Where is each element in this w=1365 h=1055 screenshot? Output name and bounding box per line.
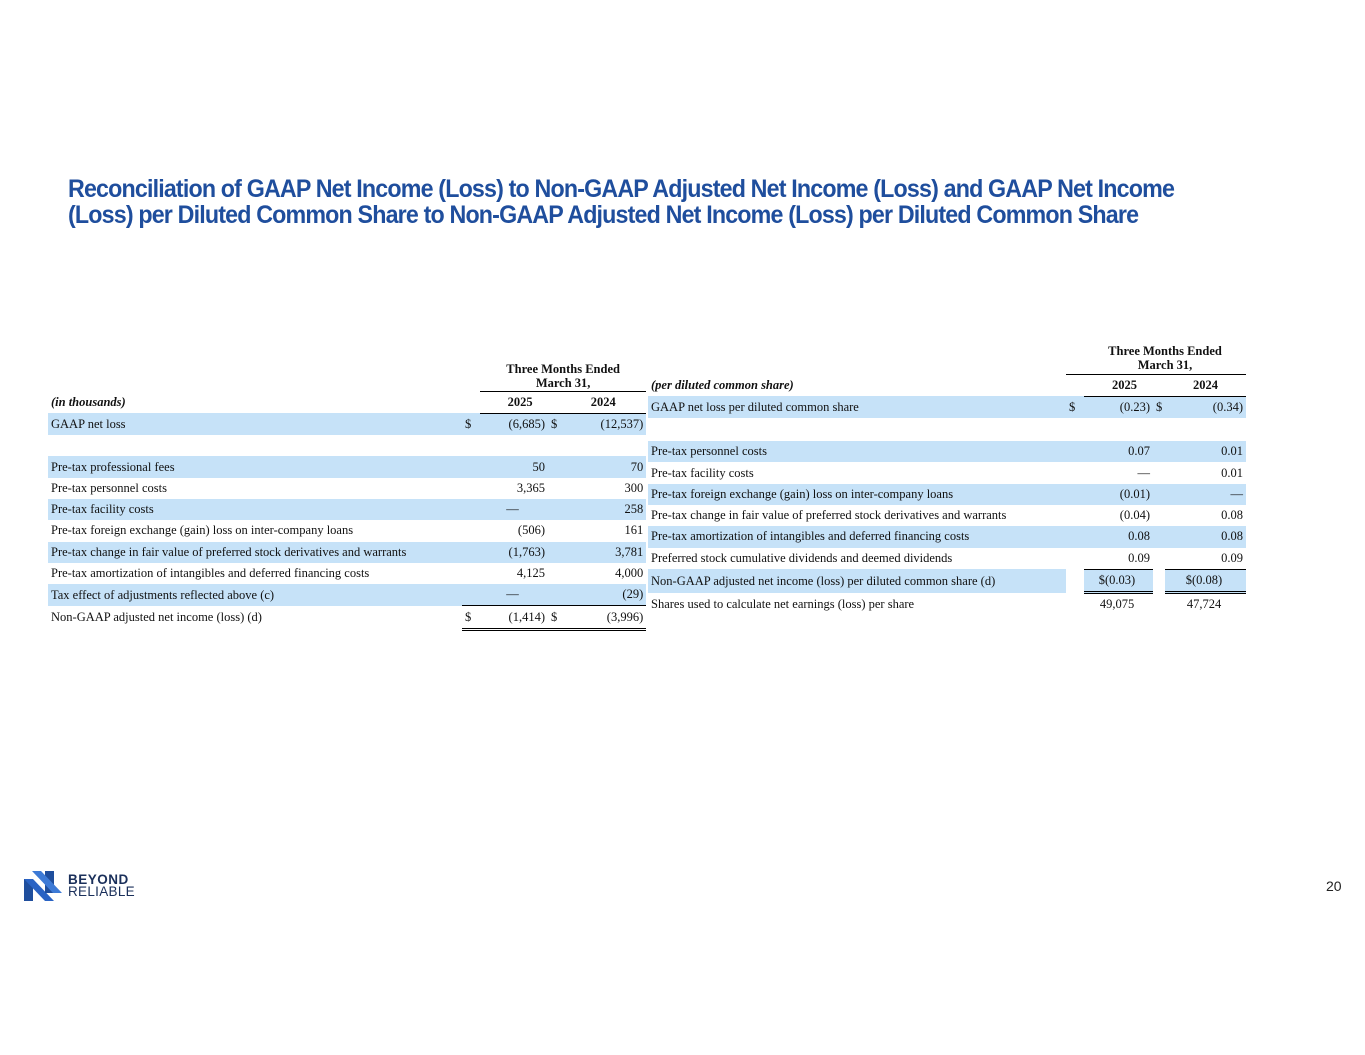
row-label: Shares used to calculate net earnings (loss) per share xyxy=(651,596,915,611)
table-row-total xyxy=(648,569,1246,592)
value-2024: 161 xyxy=(624,523,644,538)
page-title-line-2: (Loss) per Diluted Common Share to Non-GAAP Adjusted Net Income (Loss) per Diluted Common Share xyxy=(68,201,1139,229)
value-2024: (12,537) xyxy=(560,413,646,435)
net-income-reconciliation-table xyxy=(48,361,646,631)
value-2024: 4,000 xyxy=(615,566,644,581)
value-2024: 3,781 xyxy=(560,542,646,563)
table-row xyxy=(48,413,646,435)
table-row xyxy=(48,563,646,584)
value-2024: 0.08 xyxy=(1183,526,1246,547)
per-share-reconciliation-table xyxy=(648,342,1246,615)
table-row xyxy=(48,584,646,606)
currency-symbol: $ xyxy=(548,606,560,629)
row-label: Tax effect of adjustments reflected above (c) xyxy=(48,584,462,606)
value-2024: 0.08 xyxy=(1221,508,1243,523)
currency-symbol: $ xyxy=(548,413,560,435)
table-row xyxy=(48,478,646,499)
table-row xyxy=(48,520,646,541)
row-label: Pre-tax amortization of intangibles and deferred financing costs xyxy=(51,566,370,581)
row-label: Pre-tax professional fees xyxy=(48,456,462,477)
row-label: Pre-tax change in fair value of preferred stock derivatives and warrants xyxy=(651,508,1007,523)
period-header: Three Months Ended March 31, xyxy=(480,361,646,391)
row-label: Pre-tax personnel costs xyxy=(51,480,167,495)
value-2025: (506) xyxy=(517,523,545,538)
row-label: Pre-tax change in fair value of preferred stock derivatives and warrants xyxy=(48,542,462,563)
table-row xyxy=(48,456,646,477)
value-2024: (29) xyxy=(560,584,646,606)
value-2025: — xyxy=(1137,465,1150,480)
table-row xyxy=(648,396,1246,418)
row-label: Preferred stock cumulative dividends and deemed dividends xyxy=(651,550,953,565)
table-row xyxy=(48,499,646,520)
value-2024: 300 xyxy=(624,480,644,495)
row-label: Pre-tax facility costs xyxy=(651,465,754,480)
value-2024: 258 xyxy=(560,499,646,520)
currency-symbol: $ xyxy=(462,606,480,629)
value-2025: (0.01) xyxy=(1084,484,1153,505)
row-label: Pre-tax facility costs xyxy=(48,499,462,520)
table-row xyxy=(648,526,1246,547)
value-2024: (3,996) xyxy=(560,606,646,629)
value-2024: 0.01 xyxy=(1183,441,1246,462)
row-label: Non-GAAP adjusted net income (loss) per diluted common share (d) xyxy=(648,569,1066,592)
value-2024: 0.01 xyxy=(1221,465,1243,480)
unit-label: (per diluted common share) xyxy=(651,377,794,392)
value-2024: 70 xyxy=(560,456,646,477)
value-2025: 0.07 xyxy=(1084,441,1153,462)
page-title xyxy=(68,176,1184,228)
table-row xyxy=(48,542,646,563)
table-row xyxy=(648,548,1246,570)
currency-symbol: $ xyxy=(1066,396,1084,418)
page-title-line-1: Reconciliation of GAAP Net Income (Loss) to Non-GAAP Adjusted Net Income (Loss) and GAAP Net Income xyxy=(68,175,1175,203)
value-2025: — xyxy=(480,499,548,520)
logo-mark-icon xyxy=(24,871,62,901)
value-2025: (1,763) xyxy=(480,542,548,563)
value-2025: 4,125 xyxy=(516,566,545,581)
year-2024-header: 2024 xyxy=(560,391,646,413)
table-row xyxy=(648,505,1246,526)
value-2025: 0.08 xyxy=(1084,526,1153,547)
value-2025: 0.09 xyxy=(1128,550,1150,565)
value-2025: (6,685) xyxy=(480,413,548,435)
value-2024: $(0.08) xyxy=(1165,569,1246,592)
value-2025: 50 xyxy=(480,456,548,477)
logo-text-line-1: BEYOND xyxy=(68,872,129,887)
row-label: Non-GAAP adjusted net income (loss) (d) xyxy=(51,610,262,625)
value-2025: (0.04) xyxy=(1119,508,1150,523)
value-2024: 47,724 xyxy=(1186,597,1222,612)
table-row-total xyxy=(48,606,646,629)
row-label: Pre-tax foreign exchange (gain) loss on inter-company loans xyxy=(648,484,1066,505)
row-label: Pre-tax foreign exchange (gain) loss on inter-company loans xyxy=(51,523,354,538)
period-header: Three Months Ended March 31, xyxy=(1066,342,1246,374)
value-2025: — xyxy=(480,584,548,606)
year-2024-header: 2024 xyxy=(1165,374,1246,396)
row-label: GAAP net loss per diluted common share xyxy=(648,396,1066,418)
value-2024: (0.34) xyxy=(1183,396,1246,418)
row-label: Pre-tax personnel costs xyxy=(648,441,1066,462)
year-2025-header: 2025 xyxy=(480,391,560,413)
value-2025: (0.23) xyxy=(1084,396,1153,418)
company-logo xyxy=(24,871,135,901)
logo-text-line-2: RELIABLE xyxy=(68,884,135,899)
row-label: Pre-tax amortization of intangibles and deferred financing costs xyxy=(648,526,1066,547)
value-2024: 0.09 xyxy=(1221,550,1243,565)
year-2025-header: 2025 xyxy=(1084,374,1165,396)
unit-label: (in thousands) xyxy=(51,394,126,409)
value-2025: 3,365 xyxy=(516,480,545,495)
value-2025: $(0.03) xyxy=(1084,569,1153,592)
page-number: 20 xyxy=(1326,878,1342,894)
currency-symbol: $ xyxy=(462,413,480,435)
currency-symbol: $ xyxy=(1153,396,1183,418)
value-2025: 49,075 xyxy=(1099,597,1135,612)
value-2024: — xyxy=(1183,484,1246,505)
table-row xyxy=(648,593,1246,616)
table-row xyxy=(648,462,1246,483)
table-row xyxy=(648,484,1246,505)
value-2025: (1,414) xyxy=(480,606,548,629)
table-row xyxy=(648,441,1246,462)
row-label: GAAP net loss xyxy=(48,413,462,435)
